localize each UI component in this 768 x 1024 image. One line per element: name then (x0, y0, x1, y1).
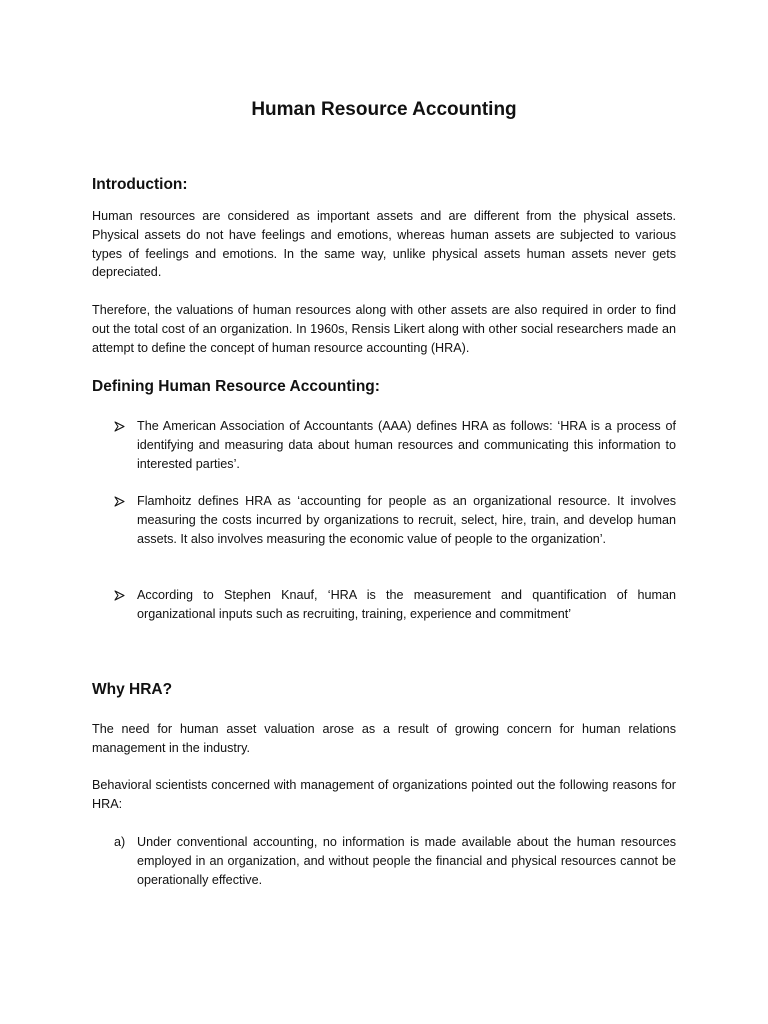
arrow-bullet-icon (114, 590, 125, 601)
reason-marker: a) (114, 835, 126, 849)
intro-paragraph-1: Human resources are considered as important assets and are different from the physical assets. Physical assets do not have feelings and emotions, whereas human assets are subjected to various types of feelings and emotions. In the same way, unlike physical assets human assets never gets depreciated. (92, 209, 676, 280)
document-title: Human Resource Accounting (251, 99, 517, 120)
definition-item (114, 417, 676, 473)
arrow-bullet-icon (114, 496, 125, 507)
arrow-bullet-icon (114, 421, 125, 432)
definition-text: Flamhoitz defines HRA as ‘accounting for people as an organizational resource. It involves measuring the costs incurred by organizations to recruit, select, hire, train, and develop human assets. It also involves measuring the economic value of people to the organization’. (137, 494, 676, 546)
why-paragraph-2: Behavioral scientists concerned with management of organizations pointed out the following reasons for HRA: (92, 778, 676, 811)
definition-text: According to Stephen Knauf, ‘HRA is the measurement and quantification of human organizational inputs such as recruiting, training, experience and commitment’ (137, 588, 676, 621)
definition-item (114, 492, 676, 548)
definition-item (114, 586, 676, 624)
why-paragraph-1: The need for human asset valuation arose as a result of growing concern for human relations management in the industry. (92, 722, 676, 755)
reason-text: Under conventional accounting, no information is made available about the human resources employed in an organization, and without people the financial and physical resources cannot be operationally effective. (137, 835, 676, 887)
defining-hra-heading: Defining Human Resource Accounting: (92, 378, 380, 395)
reason-item (114, 833, 676, 889)
definition-text: The American Association of Accountants (AAA) defines HRA as follows: ‘HRA is a process of identifying and measuring data about human resources and communicating this information to interested parties’. (137, 419, 676, 471)
why-hra-heading: Why HRA? (92, 681, 173, 698)
intro-paragraph-2: Therefore, the valuations of human resources along with other assets are also required in order to find out the total cost of an organization. In 1960s, Rensis Likert along with other social researchers made an attempt to define the concept of human resource accounting (HRA). (92, 303, 676, 355)
introduction-heading: Introduction: (92, 176, 188, 193)
